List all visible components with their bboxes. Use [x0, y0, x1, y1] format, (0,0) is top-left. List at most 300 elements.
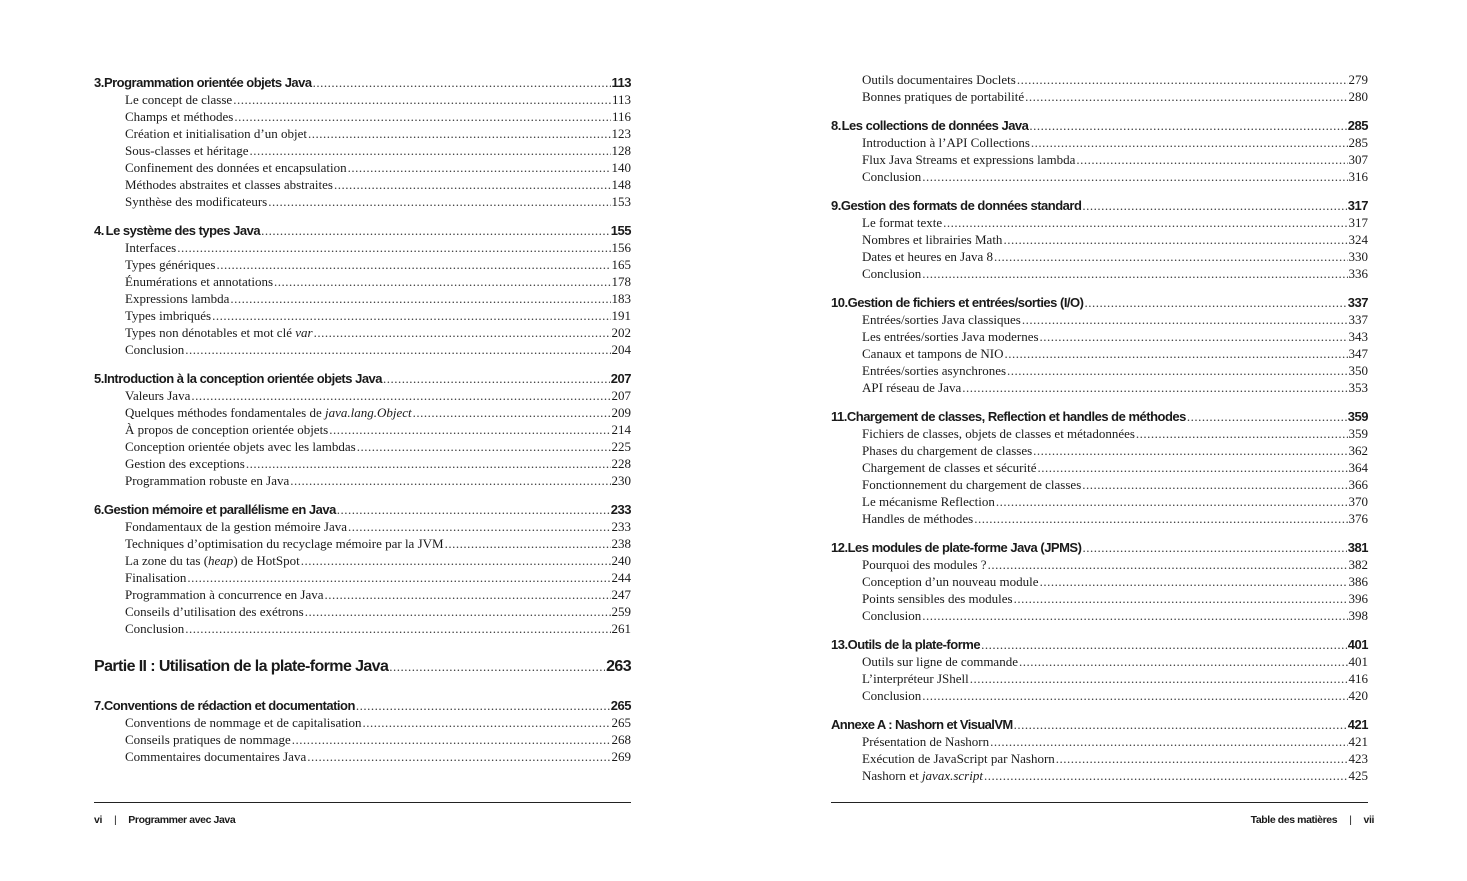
toc-entry[interactable] [831, 670, 1368, 687]
entry-title: Fonctionnement du chargement de classes [862, 477, 1082, 492]
entry-page: 209 [611, 405, 631, 420]
chapter-page: 113 [611, 75, 631, 90]
chapter-title: Gestion de fichiers et entrées/sorties (I/O) [847, 295, 1084, 310]
footer-page-number: vi [94, 814, 102, 826]
entry-page: 230 [611, 473, 631, 488]
toc-entry[interactable] [831, 214, 1368, 231]
dot-leader [1082, 197, 1346, 214]
entry-title-after: ) de HotSpot [233, 553, 300, 568]
toc-chapter[interactable] [94, 501, 631, 518]
entry-title: Quelques méthodes fondamentales de [125, 405, 325, 420]
dot-leader [1029, 117, 1346, 134]
dot-leader [246, 455, 611, 472]
dot-leader [1017, 71, 1348, 88]
entry-title: Bonnes pratiques de portabilité [862, 89, 1025, 104]
entry-title: Points sensibles des modules [862, 591, 1013, 606]
footer-rule [831, 802, 1368, 803]
dot-leader [307, 748, 610, 765]
toc-entry[interactable] [831, 71, 1368, 88]
entry-title: Entrées/sorties Java classiques [862, 312, 1021, 327]
entry-page: 265 [611, 715, 631, 730]
toc-entry[interactable] [94, 404, 631, 421]
entry-page: 240 [611, 553, 631, 568]
entry-page: 423 [1348, 751, 1368, 766]
toc-entry[interactable] [94, 421, 631, 438]
dot-leader [970, 670, 1348, 687]
page-footer [1251, 814, 1374, 826]
annex-title: Annexe A : Nashorn et VisualVM [831, 717, 1013, 732]
toc-entry[interactable] [94, 731, 631, 748]
dot-leader [329, 421, 610, 438]
entry-page: 343 [1348, 329, 1368, 344]
entry-title-italic: heap [208, 553, 234, 568]
entry-title: Conclusion [125, 342, 185, 357]
footer-section-title: Table des matières [1250, 814, 1338, 826]
spacer [831, 185, 1368, 197]
entry-title: Conseils pratiques de nommage [125, 732, 291, 747]
dot-leader [984, 767, 1348, 784]
dot-leader [325, 586, 611, 603]
dot-leader [413, 404, 611, 421]
dot-leader [187, 569, 610, 586]
dot-leader [1031, 134, 1348, 151]
dot-leader [981, 636, 1347, 653]
chapter-title: Introduction à la conception orientée objets Java [103, 371, 383, 386]
dot-leader [962, 379, 1347, 396]
chapter-number: 4. [94, 223, 104, 238]
dot-leader [185, 620, 610, 637]
entry-page: 398 [1348, 608, 1368, 623]
entry-page: 350 [1348, 363, 1368, 378]
entry-page: 396 [1348, 591, 1368, 606]
spacer [94, 637, 631, 656]
toc-entry[interactable] [831, 134, 1368, 151]
entry-page: 207 [611, 388, 631, 403]
chapter-number: 8. [831, 118, 841, 133]
entry-title: Nashorn et [862, 768, 922, 783]
entry-title: Présentation de Nashorn [862, 734, 990, 749]
entry-title: Handles de méthodes [862, 511, 974, 526]
dot-leader [1040, 328, 1348, 345]
dot-leader [268, 193, 610, 210]
toc-entry[interactable] [94, 455, 631, 472]
dot-leader [389, 656, 605, 678]
toc-entry[interactable] [94, 108, 631, 125]
dot-leader [356, 697, 610, 714]
entry-title: Méthodes abstraites et classes abstraites [125, 177, 333, 192]
toc-chapter[interactable] [831, 117, 1368, 134]
entry-page: 233 [611, 519, 631, 534]
toc-entry[interactable] [94, 620, 631, 637]
footer-rule [94, 802, 631, 803]
entry-page: 202 [611, 325, 631, 340]
toc-entry[interactable] [94, 472, 631, 489]
toc-entry[interactable] [94, 518, 631, 535]
toc-entry[interactable] [831, 442, 1368, 459]
dot-leader [362, 714, 610, 731]
entry-title: Création et initialisation d’un objet [125, 126, 307, 141]
toc-entry[interactable] [831, 607, 1368, 624]
toc-entry[interactable] [831, 88, 1368, 105]
entry-page: 116 [611, 109, 631, 124]
toc-entry[interactable] [831, 653, 1368, 670]
entry-title: Le concept de classe [125, 92, 233, 107]
entry-title: Conclusion [862, 169, 922, 184]
dot-leader [1005, 345, 1348, 362]
toc-entry[interactable] [831, 510, 1368, 527]
toc-entry[interactable] [831, 265, 1368, 282]
dot-leader [216, 256, 610, 273]
toc-chapter[interactable] [831, 294, 1368, 311]
entry-page: 285 [1348, 135, 1368, 150]
toc-chapter[interactable] [831, 539, 1368, 556]
toc-entry[interactable] [94, 569, 631, 586]
toc-left [94, 74, 631, 765]
chapter-title: Gestion mémoire et parallélisme en Java [103, 502, 336, 517]
entry-title: Outils sur ligne de commande [862, 654, 1018, 669]
toc-chapter[interactable] [94, 74, 631, 91]
dot-leader [922, 607, 1347, 624]
chapter-title: Les collections de données Java [841, 118, 1029, 133]
dot-leader [974, 510, 1347, 527]
entry-title: Types génériques [125, 257, 216, 272]
dot-leader [1040, 573, 1348, 590]
dot-leader [922, 265, 1347, 282]
dot-leader [261, 222, 610, 239]
entry-page: 183 [611, 291, 631, 306]
entry-title: Conclusion [862, 688, 922, 703]
entry-page: 268 [611, 732, 631, 747]
chapter-page: 285 [1347, 118, 1368, 133]
dot-leader [308, 125, 611, 142]
dot-leader [233, 91, 611, 108]
toc-entry[interactable] [831, 573, 1368, 590]
entry-page: 269 [611, 749, 631, 764]
toc-entry[interactable] [94, 586, 631, 603]
entry-title: Programmation robuste en Java [125, 473, 290, 488]
chapter-page: 155 [610, 223, 631, 238]
page-footer [94, 814, 235, 826]
entry-title: Sous-classes et héritage [125, 143, 249, 158]
dot-leader [357, 438, 611, 455]
chapter-page: 317 [1347, 198, 1368, 213]
chapter-title: Gestion des formats de données standard [840, 198, 1082, 213]
entry-page: 336 [1348, 266, 1368, 281]
toc-chapter[interactable] [831, 197, 1368, 214]
entry-page: 279 [1348, 72, 1368, 87]
entry-title: Conception orientée objets avec les lambdas [125, 439, 356, 454]
entry-title: Outils documentaires Doclets [862, 72, 1016, 87]
toc-entry[interactable] [94, 125, 631, 142]
spacer [94, 210, 631, 222]
dot-leader [337, 501, 610, 518]
entry-title: Flux Java Streams et expressions lambda [862, 152, 1076, 167]
dot-leader [301, 552, 611, 569]
toc-annex[interactable] [831, 716, 1368, 733]
entry-title-wrap [125, 324, 313, 341]
toc-entry[interactable] [94, 176, 631, 193]
toc-entry[interactable] [831, 750, 1368, 767]
dot-leader [1082, 539, 1346, 556]
toc-entry[interactable] [831, 248, 1368, 265]
toc-entry[interactable] [94, 748, 631, 765]
dot-leader [313, 74, 611, 91]
toc-entry[interactable] [94, 438, 631, 455]
entry-title: Confinement des données et encapsulation [125, 160, 347, 175]
entry-page: 421 [1348, 734, 1368, 749]
toc-entry[interactable] [94, 341, 631, 358]
toc-entry[interactable] [94, 159, 631, 176]
entry-page: 244 [611, 570, 631, 585]
entry-page: 225 [611, 439, 631, 454]
chapter-number: 10. [831, 295, 848, 310]
toc-entry[interactable] [94, 307, 631, 324]
dot-leader [1056, 750, 1348, 767]
dot-leader [1033, 442, 1347, 459]
chapter-title: Chargement de classes, Reflection et handles de méthodes [846, 409, 1186, 424]
toc-entry[interactable] [831, 687, 1368, 704]
annex-page: 421 [1347, 717, 1368, 732]
toc-entry[interactable] [94, 324, 631, 341]
chapter-title: Le système des types Java [105, 223, 261, 238]
entry-page: 148 [611, 177, 631, 192]
dot-leader [234, 108, 611, 125]
entry-title: Fichiers de classes, objets de classes et métadonnées [862, 426, 1135, 441]
entry-title: Champs et méthodes [125, 109, 234, 124]
entry-title-wrap [125, 404, 412, 421]
chapter-page: 359 [1347, 409, 1368, 424]
spacer [831, 704, 1368, 716]
entry-page: 420 [1348, 688, 1368, 703]
spacer [831, 282, 1368, 294]
toc-entry[interactable] [94, 603, 631, 620]
toc-chapter[interactable] [94, 222, 631, 239]
dot-leader [1085, 294, 1347, 311]
entry-page: 140 [611, 160, 631, 175]
entry-page: 386 [1348, 574, 1368, 589]
entry-page: 362 [1348, 443, 1368, 458]
dot-leader [1037, 459, 1347, 476]
entry-page: 214 [611, 422, 631, 437]
dot-leader [1022, 311, 1348, 328]
entry-title: Valeurs Java [125, 388, 191, 403]
dot-leader [445, 535, 611, 552]
toc-entry[interactable] [831, 733, 1368, 750]
toc-entry[interactable] [831, 151, 1368, 168]
entry-page: 425 [1348, 768, 1368, 783]
toc-entry[interactable] [831, 493, 1368, 510]
dot-leader [996, 493, 1348, 510]
toc-entry[interactable] [831, 556, 1368, 573]
toc-entry[interactable] [94, 387, 631, 404]
dot-leader [290, 472, 610, 489]
spacer [94, 358, 631, 370]
entry-title: L’interpréteur JShell [862, 671, 969, 686]
toc-right [831, 71, 1368, 784]
dot-leader [1025, 88, 1347, 105]
chapter-number: 13. [831, 637, 848, 652]
dot-leader [212, 307, 610, 324]
toc-entry[interactable] [831, 328, 1368, 345]
entry-page: 238 [611, 536, 631, 551]
dot-leader [274, 273, 610, 290]
entry-title: Techniques d’optimisation du recyclage mémoire par la JVM [125, 536, 444, 551]
entry-page: 364 [1348, 460, 1368, 475]
toc-entry[interactable] [831, 345, 1368, 362]
toc-chapter[interactable] [94, 370, 631, 387]
chapter-title: Conventions de rédaction et documentation [103, 698, 355, 713]
toc-entry[interactable] [94, 239, 631, 256]
dot-leader [383, 370, 610, 387]
dot-leader [314, 324, 611, 341]
dot-leader [177, 239, 610, 256]
chapter-number: 12. [831, 540, 848, 555]
footer-book-title: Programmer avec Java [128, 814, 236, 826]
toc-entry[interactable] [831, 231, 1368, 248]
dot-leader [988, 556, 1348, 573]
entry-title: La zone du tas ( [125, 553, 209, 568]
entry-title: Conclusion [862, 266, 922, 281]
chapter-title: Les modules de plate-forme Java (JPMS) [847, 540, 1082, 555]
entry-page: 307 [1348, 152, 1368, 167]
toc-entry[interactable] [94, 535, 631, 552]
entry-title: Fondamentaux de la gestion mémoire Java [125, 519, 348, 534]
dot-leader [305, 603, 611, 620]
dot-leader [185, 341, 610, 358]
chapter-page: 401 [1347, 637, 1368, 652]
spacer [831, 527, 1368, 539]
toc-entry[interactable] [831, 311, 1368, 328]
entry-title: Énumérations et annotations [125, 274, 274, 289]
dot-leader [943, 214, 1347, 231]
dot-leader [1082, 476, 1347, 493]
toc-entry[interactable] [831, 362, 1368, 379]
entry-title-wrap [862, 767, 983, 784]
toc-chapter[interactable] [831, 636, 1368, 653]
entry-page: 366 [1348, 477, 1368, 492]
entry-page: 401 [1348, 654, 1368, 669]
dot-leader [1136, 425, 1348, 442]
entry-title: API réseau de Java [862, 380, 962, 395]
entry-title: Phases du chargement de classes [862, 443, 1033, 458]
entry-title: Le format texte [862, 215, 943, 230]
dot-leader [249, 142, 610, 159]
entry-title: Nombres et librairies Math [862, 232, 1003, 247]
toc-entry[interactable] [94, 552, 631, 569]
toc-chapter[interactable] [831, 408, 1368, 425]
entry-title: Commentaires documentaires Java [125, 749, 307, 764]
dot-leader [1076, 151, 1347, 168]
dot-leader [1014, 590, 1348, 607]
chapter-page: 207 [610, 371, 631, 386]
toc-entry[interactable] [94, 714, 631, 731]
dot-leader [191, 387, 610, 404]
entry-title: Conventions de nommage et de capitalisation [125, 715, 362, 730]
toc-entry[interactable] [831, 168, 1368, 185]
entry-title: Exécution de JavaScript par Nashorn [862, 751, 1055, 766]
entry-page: 153 [611, 194, 631, 209]
toc-entry[interactable] [94, 91, 631, 108]
entry-page: 113 [611, 92, 631, 107]
toc-entry[interactable] [94, 193, 631, 210]
toc-entry[interactable] [831, 459, 1368, 476]
entry-title-wrap [125, 552, 300, 569]
chapter-title: Programmation orientée objets Java [103, 75, 312, 90]
footer-page-number: vii [1363, 814, 1374, 826]
toc-entry[interactable] [94, 256, 631, 273]
chapter-number: 9. [831, 198, 841, 213]
entry-page: 416 [1348, 671, 1368, 686]
entry-title: Conseils d’utilisation des exétrons [125, 604, 304, 619]
entry-page: 370 [1348, 494, 1368, 509]
chapter-page: 337 [1347, 295, 1368, 310]
toc-entry[interactable] [831, 476, 1368, 493]
chapter-number: 7. [94, 698, 104, 713]
entry-title: Synthèse des modificateurs [125, 194, 268, 209]
entry-page: 359 [1348, 426, 1368, 441]
entry-title: Types non dénotables et mot clé [125, 325, 296, 340]
entry-page: 191 [611, 308, 631, 323]
entry-page: 247 [611, 587, 631, 602]
dot-leader [994, 248, 1347, 265]
entry-title: Pourquoi des modules ? [862, 557, 987, 572]
entry-title: Le mécanisme Reflection [862, 494, 995, 509]
entry-page: 178 [611, 274, 631, 289]
chapter-number: 5. [94, 371, 104, 386]
spacer [831, 396, 1368, 408]
footer-separator: | [113, 814, 117, 826]
entry-title: Dates et heures en Java 8 [862, 249, 994, 264]
entry-page: 324 [1348, 232, 1368, 247]
toc-entry[interactable] [831, 425, 1368, 442]
dot-leader [348, 518, 610, 535]
toc-chapter[interactable] [94, 697, 631, 714]
part-title: Partie II : Utilisation de la plate-forme Java [94, 658, 389, 675]
dot-leader [1007, 362, 1347, 379]
toc-entry[interactable] [831, 767, 1368, 784]
chapter-page: 265 [610, 698, 631, 713]
entry-page: 165 [611, 257, 631, 272]
entry-title: Conception d’un nouveau module [862, 574, 1039, 589]
entry-page: 228 [611, 456, 631, 471]
toc-entry[interactable] [831, 590, 1368, 607]
entry-page: 316 [1348, 169, 1368, 184]
dot-leader [922, 168, 1347, 185]
toc-entry[interactable] [94, 273, 631, 290]
chapter-page: 381 [1347, 540, 1368, 555]
dot-leader [348, 159, 611, 176]
toc-part[interactable] [94, 656, 631, 678]
entry-page: 280 [1348, 89, 1368, 104]
dot-leader [1019, 653, 1348, 670]
dot-leader [1003, 231, 1347, 248]
entry-page: 123 [611, 126, 631, 141]
part-page: 263 [606, 658, 631, 675]
toc-entry[interactable] [94, 290, 631, 307]
entry-title: Entrées/sorties asynchrones [862, 363, 1007, 378]
spacer [94, 678, 631, 697]
entry-title: À propos de conception orientée objets [125, 422, 329, 437]
chapter-number: 3. [94, 75, 104, 90]
entry-page: 261 [611, 621, 631, 636]
toc-entry[interactable] [831, 379, 1368, 396]
entry-title: Types imbriqués [125, 308, 212, 323]
entry-title: Expressions lambda [125, 291, 230, 306]
entry-page: 347 [1348, 346, 1368, 361]
toc-entry[interactable] [94, 142, 631, 159]
entry-title: Gestion des exceptions [125, 456, 245, 471]
entry-title: Canaux et tampons de NIO [862, 346, 1004, 361]
